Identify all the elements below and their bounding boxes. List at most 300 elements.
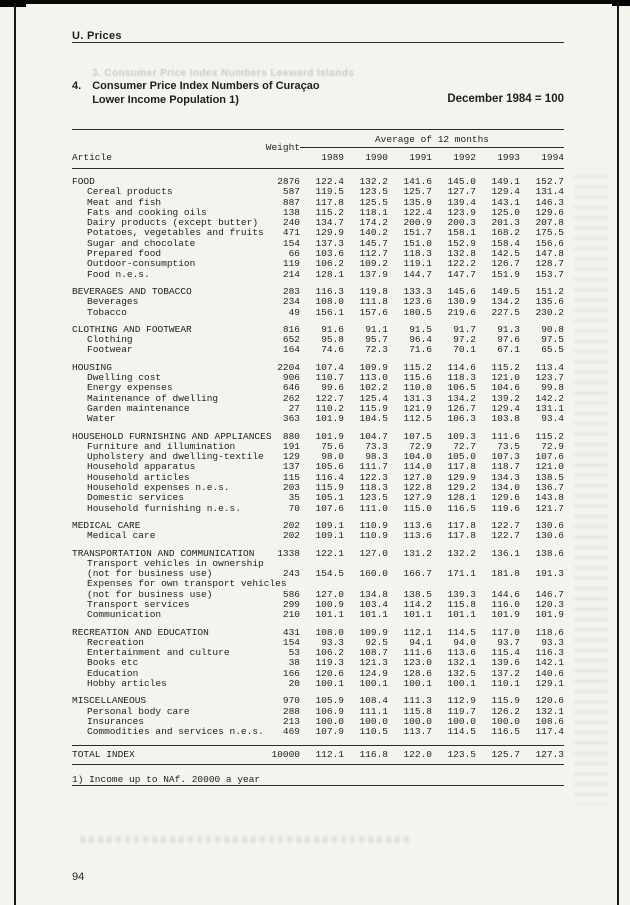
row-index-value: 119.5 [315,186,344,198]
row-weight: 164 [282,344,300,356]
row-index-value: 110.5 [359,726,388,738]
row-index-value: 92.5 [365,636,388,648]
row-index-value: 107.9 [315,726,344,738]
scan-corner-right [612,0,630,6]
row-index-value: 127.0 [403,471,432,483]
row-article-label: (not for business use) [87,588,213,600]
row-index-value: 97.6 [497,334,520,346]
row-index-value: 122.7 [315,392,344,404]
row-index-value: 168.2 [491,227,520,239]
row-index-value: 230.2 [535,306,564,318]
row-article-label: Fats and cooking oils [87,206,207,218]
row-index-value: 127.0 [359,547,388,559]
row-index-value: 109.9 [359,626,388,638]
row-weight: 53 [288,647,300,659]
row-article-label: Tobacco [87,306,127,318]
row-index-value: 147.7 [447,268,476,280]
row-index-value: 91.3 [497,323,520,335]
row-index-value: 115.2 [535,430,564,442]
row-weight: 880 [282,430,300,442]
row-index-value: 106.2 [315,647,344,659]
row-index-value: 227.5 [491,306,520,318]
row-index-value: 151.9 [491,268,520,280]
row-index-value: 149.5 [491,285,520,297]
row-weight: 119 [282,258,300,270]
row-index-value: 137.2 [491,667,520,679]
scan-bleed-heading: 3. Consumer Price Index Numbers Leeward Islands [92,68,355,79]
row-article-label: Footwear [87,344,133,356]
column-header-year: 1991 [409,152,432,163]
row-article-label: Household apparatus [87,461,196,473]
row-index-value: 104.5 [359,413,388,425]
row-index-value: 144.7 [403,268,432,280]
row-index-value: 115.6 [403,372,432,384]
row-index-value: 113.6 [447,647,476,659]
row-index-value: 112.7 [359,248,388,260]
row-index-value: 90.8 [541,323,564,335]
row-index-value: 108.7 [359,647,388,659]
row-index-value: 101.1 [403,609,432,621]
row-article-label: Expenses for own transport vehicles [87,578,287,590]
row-weight: 210 [282,609,300,621]
row-index-value: 140.2 [359,227,388,239]
row-index-value: 125.7 [491,748,520,760]
table-row [72,679,564,689]
row-index-value: 111.6 [403,647,432,659]
row-index-value: 123.0 [403,657,432,669]
table-section [72,325,564,356]
row-index-value: 139.4 [447,196,476,208]
row-article-label: Books etc [87,657,139,669]
row-index-value: 75.6 [321,440,344,452]
row-index-value: 97.5 [541,334,564,346]
row-article-label: Energy expenses [87,382,173,394]
row-weight: 27 [288,402,300,414]
row-index-value: 112.9 [447,695,476,707]
row-article-label: Entertainment and culture [87,647,230,659]
row-index-value: 156.6 [535,237,564,249]
row-article-label: TRANSPORTATION AND COMMUNICATION [72,547,255,559]
row-weight: 243 [282,568,300,580]
row-index-value: 119.6 [491,502,520,514]
row-article-label: RECREATION AND EDUCATION [72,626,209,638]
row-index-value: 110.0 [403,382,432,394]
row-index-value: 115.9 [359,402,388,414]
row-index-value: 108.0 [315,626,344,638]
row-index-value: 101.9 [491,609,520,621]
scan-bleed-artifact [574,175,608,805]
row-index-value: 67.1 [497,344,520,356]
row-index-value: 106.3 [447,413,476,425]
row-index-value: 138.6 [535,547,564,559]
row-index-value: 91.6 [321,323,344,335]
row-index-value: 108.0 [315,296,344,308]
row-index-value: 72.7 [453,440,476,452]
row-weight: 129 [282,451,300,463]
row-index-value: 121.9 [403,402,432,414]
row-index-value: 114.2 [403,598,432,610]
row-article-label: Cereal products [87,186,173,198]
row-index-value: 175.5 [535,227,564,239]
row-weight: 1338 [277,547,300,559]
row-index-value: 145.6 [447,285,476,297]
row-weight: 191 [282,440,300,452]
row-index-value: 142.2 [535,392,564,404]
row-index-value: 109.9 [359,361,388,373]
row-index-value: 129.6 [535,206,564,218]
row-index-value: 110.1 [491,678,520,690]
row-index-value: 104.6 [491,382,520,394]
row-weight: 970 [282,695,300,707]
row-index-value: 107.6 [315,502,344,514]
row-index-value: 97.2 [453,334,476,346]
row-index-value: 118.3 [403,248,432,260]
row-index-value: 91.5 [409,323,432,335]
row-index-value: 137.9 [359,268,388,280]
row-weight: 816 [282,323,300,335]
row-index-value: 99.8 [541,382,564,394]
title-block [72,79,564,107]
row-weight: 154 [282,237,300,249]
row-article-label: TOTAL INDEX [72,748,135,760]
row-index-value: 121.0 [535,461,564,473]
row-article-label: Outdoor-consumption [87,258,196,270]
table-row [72,308,564,318]
row-article-label: FOOD [72,176,95,187]
row-index-value: 140.6 [535,667,564,679]
row-weight: 115 [282,471,300,483]
row-weight: 213 [282,715,300,727]
row-index-value: 134.0 [491,482,520,494]
row-index-value: 135.6 [535,296,564,308]
row-weight: 20 [288,678,300,690]
row-index-value: 139.2 [491,392,520,404]
row-index-value: 128.6 [403,667,432,679]
row-index-value: 74.6 [321,344,344,356]
row-weight: 137 [282,461,300,473]
row-index-value: 104.0 [403,451,432,463]
row-index-value: 157.6 [359,306,388,318]
row-index-value: 125.0 [491,206,520,218]
row-index-value: 120.6 [535,695,564,707]
row-index-value: 132.8 [447,248,476,260]
row-article-label: Household expenses n.e.s. [87,482,230,494]
table-row [72,504,564,514]
row-index-value: 118.3 [359,482,388,494]
row-article-label: Personal body care [87,705,190,717]
row-article-label: Recreation [87,636,145,648]
table-section [72,363,564,425]
row-weight: 431 [282,626,300,638]
row-index-value: 136.7 [535,482,564,494]
row-index-value: 181.8 [491,568,520,580]
row-index-value: 137.3 [315,237,344,249]
row-index-value: 158.1 [447,227,476,239]
row-index-value: 105.9 [315,695,344,707]
row-index-value: 101.9 [535,609,564,621]
row-index-value: 129.6 [491,492,520,504]
row-index-value: 100.0 [447,715,476,727]
row-article-label: (not for business use) [87,568,213,580]
row-index-value: 117.8 [447,530,476,542]
row-index-value: 134.8 [359,588,388,600]
row-index-value: 132.1 [535,705,564,717]
row-weight: 906 [282,372,300,384]
row-article-label: Hobby articles [87,678,167,690]
row-index-value: 106.9 [315,705,344,717]
row-index-value: 105.6 [315,461,344,473]
row-index-value: 111.6 [491,430,520,442]
row-index-value: 146.3 [535,196,564,208]
row-index-value: 151.7 [403,227,432,239]
row-index-value: 111.3 [403,695,432,707]
scan-bleed-artifact [80,836,410,843]
row-weight: 166 [282,667,300,679]
row-index-value: 100.1 [315,678,344,690]
row-index-value: 152.7 [535,176,564,187]
row-index-value: 134.7 [315,217,344,229]
row-index-value: 200.3 [447,217,476,229]
row-index-value: 119.3 [315,657,344,669]
row-index-value: 141.6 [403,176,432,187]
row-index-value: 105.1 [315,492,344,504]
row-index-value: 122.3 [359,471,388,483]
row-article-label: Food n.e.s. [87,268,150,280]
row-index-value: 107.6 [535,451,564,463]
table-section [72,432,564,514]
row-index-value: 133.3 [403,285,432,297]
row-index-value: 191.3 [535,568,564,580]
row-index-value: 122.2 [447,258,476,270]
row-index-value: 115.9 [491,695,520,707]
footnote: 1) Income up to NAf. 20000 a year [72,773,261,785]
row-index-value: 115.4 [491,647,520,659]
row-index-value: 129.9 [315,227,344,239]
row-weight: 240 [282,217,300,229]
table-header [72,129,564,169]
row-index-value: 91.7 [453,323,476,335]
row-index-value: 100.1 [359,678,388,690]
row-article-label: Transport vehicles in ownership [87,557,264,569]
row-index-value: 129.2 [447,482,476,494]
row-index-value: 116.8 [359,748,388,760]
page-title-line1: Consumer Price Index Numbers of Curaçao [92,80,320,92]
row-index-value: 96.4 [409,334,432,346]
row-weight: 262 [282,392,300,404]
total-block [72,745,564,765]
row-index-value: 128.1 [315,268,344,280]
row-index-value: 122.4 [315,176,344,187]
row-index-value: 70.1 [453,344,476,356]
row-index-value: 138.5 [535,471,564,483]
row-index-value: 106.5 [447,382,476,394]
column-header-year: 1994 [541,152,564,163]
row-index-value: 114.5 [447,626,476,638]
row-weight: 202 [282,519,300,531]
row-index-value: 100.1 [447,678,476,690]
row-index-value: 115.2 [315,206,344,218]
scan-edge-left [14,2,16,905]
row-index-value: 72.9 [409,440,432,452]
row-index-value: 101.1 [359,609,388,621]
table-row [72,531,564,541]
row-article-label: Domestic services [87,492,184,504]
table-section [72,696,564,737]
row-index-value: 126.2 [491,705,520,717]
row-index-value: 107.5 [403,430,432,442]
row-article-label: Education [87,667,139,679]
row-index-value: 102.2 [359,382,388,394]
row-index-value: 115.8 [403,705,432,717]
row-index-value: 129.9 [447,471,476,483]
row-index-value: 116.5 [491,726,520,738]
row-index-value: 115.2 [403,361,432,373]
row-index-value: 72.9 [541,440,564,452]
row-index-value: 115.8 [447,598,476,610]
table-row [72,746,564,764]
row-index-value: 118.1 [359,206,388,218]
row-weight: 288 [282,705,300,717]
row-article-label: MEDICAL CARE [72,519,141,531]
row-article-label: Commodities and services n.e.s. [87,726,264,738]
row-weight: 154 [282,636,300,648]
row-index-value: 115.0 [403,502,432,514]
row-article-label: CLOTHING AND FOOTWEAR [72,323,192,335]
row-index-value: 108.6 [535,715,564,727]
row-index-value: 112.1 [315,748,344,760]
row-index-value: 72.3 [365,344,388,356]
row-index-value: 132.1 [447,657,476,669]
row-index-value: 99.6 [321,382,344,394]
row-index-value: 114.0 [403,461,432,473]
row-index-value: 116.4 [315,471,344,483]
row-index-value: 117.8 [447,461,476,473]
row-index-value: 134.2 [491,296,520,308]
table-row [72,414,564,424]
row-index-value: 207.8 [535,217,564,229]
row-index-value: 109.1 [315,530,344,542]
row-weight: 70 [288,502,300,514]
row-article-label: HOUSING [72,361,112,373]
row-index-value: 107.4 [315,361,344,373]
base-period: December 1984 = 100 [447,93,564,105]
table-body [72,169,564,738]
row-index-value: 127.9 [403,492,432,504]
row-weight: 38 [288,657,300,669]
row-index-value: 110.9 [359,530,388,542]
row-article-label: Clothing [87,334,133,346]
row-index-value: 113.7 [403,726,432,738]
column-header-year: 1993 [497,152,520,163]
row-index-value: 143.8 [535,492,564,504]
row-index-value: 123.5 [359,186,388,198]
row-article-label: Garden maintenance [87,402,190,414]
row-weight: 587 [282,186,300,198]
row-index-value: 112.5 [403,413,432,425]
row-index-value: 123.6 [403,296,432,308]
row-article-label: BEVERAGES AND TOBACCO [72,285,192,297]
row-index-value: 132.2 [359,176,388,187]
row-index-value: 180.5 [403,306,432,318]
column-header-weight: Weight [265,142,300,153]
row-article-label: Potatoes, vegetables and fruits [87,227,264,239]
row-index-value: 139.3 [447,588,476,600]
row-index-value: 122.1 [315,547,344,559]
row-index-value: 100.0 [491,715,520,727]
row-index-value: 93.7 [497,636,520,648]
row-index-value: 134.2 [447,392,476,404]
row-index-value: 119.7 [447,705,476,717]
row-index-value: 152.9 [447,237,476,249]
table-row [72,270,564,280]
row-index-value: 124.9 [359,667,388,679]
row-index-value: 101.9 [315,413,344,425]
row-index-value: 135.9 [403,196,432,208]
row-weight: 35 [288,492,300,504]
row-index-value: 160.0 [359,568,388,580]
row-index-value: 129.1 [535,678,564,690]
row-article-label: Dairy products (except butter) [87,217,259,229]
row-index-value: 123.5 [447,748,476,760]
row-index-value: 111.0 [359,502,388,514]
row-index-value: 122.7 [491,519,520,531]
row-index-value: 105.0 [447,451,476,463]
row-index-value: 123.5 [359,492,388,504]
row-index-value: 132.2 [447,547,476,559]
row-index-value: 103.8 [491,413,520,425]
table-section [72,287,564,318]
row-index-value: 94.0 [453,636,476,648]
row-index-value: 93.3 [541,636,564,648]
row-article-label: Communication [87,609,162,621]
row-index-value: 103.6 [315,248,344,260]
row-article-label: Beverages [87,296,139,308]
row-article-label: Household furnishing n.e.s. [87,502,241,514]
title-number: 4. [72,80,82,92]
row-index-value: 110.2 [315,402,344,414]
row-article-label: Upholstery and dwelling-textile [87,451,264,463]
row-index-value: 128.1 [447,492,476,504]
row-weight: 138 [282,206,300,218]
row-index-value: 109.1 [315,519,344,531]
row-index-value: 120.3 [535,598,564,610]
row-weight: 363 [282,413,300,425]
row-index-value: 126.7 [447,402,476,414]
table-row [72,727,564,737]
row-index-value: 121.7 [535,502,564,514]
row-index-value: 110.7 [315,372,344,384]
row-index-value: 98.3 [365,451,388,463]
scan-edge-right [617,2,619,905]
row-weight: 586 [282,588,300,600]
page-number: 94 [72,871,85,883]
row-index-value: 112.1 [403,626,432,638]
table-row [72,610,564,620]
row-weight: 66 [288,248,300,260]
column-header-article: Article [72,152,112,163]
row-weight: 887 [282,196,300,208]
row-index-value: 106.2 [315,258,344,270]
row-index-value: 73.5 [497,440,520,452]
row-index-value: 93.4 [541,413,564,425]
table-row [72,325,564,335]
row-index-value: 142.5 [491,248,520,260]
row-index-value: 129.4 [491,402,520,414]
row-index-value: 129.4 [491,186,520,198]
row-index-value: 174.2 [359,217,388,229]
row-index-value: 118.6 [535,626,564,638]
row-index-value: 104.7 [359,430,388,442]
